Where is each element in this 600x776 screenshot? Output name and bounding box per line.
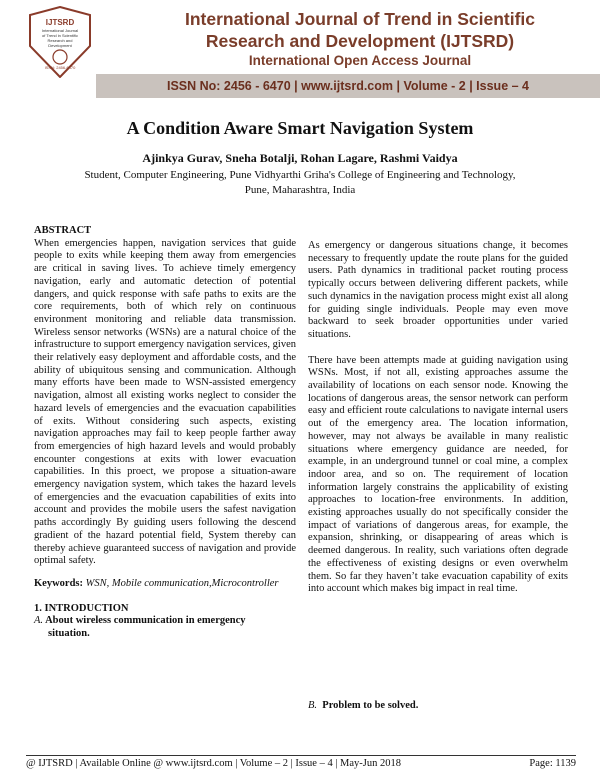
paper-title: A Condition Aware Smart Navigation System — [126, 118, 474, 138]
subsection-a-line1: About wireless communication in emergency — [45, 615, 246, 627]
subsection-b-heading — [308, 700, 418, 711]
subsection-a-heading — [34, 615, 296, 628]
logo-line: of Trend in Scientific — [41, 33, 79, 38]
affiliation-line2: Pune, Maharashtra, India — [244, 184, 356, 196]
journal-header — [0, 0, 600, 104]
journal-title-line2: Research and Development (IJTSRD) — [205, 31, 515, 51]
page-footer — [26, 758, 576, 769]
paper-affiliation — [40, 168, 560, 198]
right-para-1: As emergency or dangerous situations change, it becomes necessary to frequently update the route plans for the guided users. Path dynamics in traditional packet routing process typically occurs between delivering different packets, while such dynamics in the navigation process might exist all along for guiding single individuals. People may even move backward to seek broader opportunities under varied situations. — [308, 240, 568, 340]
footer-info: @ IJTSRD | Available Online @ www.ijtsrd.com | Volume – 2 | Issue – 4 | May-Jun 2018 — [26, 758, 402, 769]
logo-name: IJTSRD — [45, 18, 75, 27]
journal-logo — [28, 6, 92, 78]
keywords-text: WSN, Mobile communication,Microcontroller — [83, 577, 279, 589]
journal-title — [150, 8, 570, 52]
abstract-heading: ABSTRACT — [34, 225, 92, 236]
issn-bar: ISSN No: 2456 - 6470 | www.ijtsrd.com | Volume - 2 | Issue – 4 — [166, 79, 529, 93]
paper-authors: Ajinkya Gurav, Sneha Botalji, Rohan Lagare, Rashmi Vaidya — [142, 151, 458, 165]
logo-line: Research and — [47, 38, 73, 43]
logo-issn: ISSN: 2456-6470 — [44, 65, 76, 70]
logo-line: International Journal — [41, 28, 79, 33]
keywords-label: Keywords: — [34, 577, 83, 589]
logo-line: Development — [48, 43, 72, 48]
footer-rule — [26, 755, 576, 756]
subsection-b-letter: B. — [308, 700, 318, 711]
intro-heading: 1. INTRODUCTION — [34, 602, 129, 614]
subsection-b-title: Problem to be solved. — [322, 700, 419, 711]
left-column — [34, 225, 296, 641]
subsection-a-line2: situation. — [48, 628, 90, 640]
page-number: Page: 1139 — [529, 758, 576, 769]
abstract-text: When emergencies happen, navigation services that guide people to exits while keeping them away from emergencies are critical in saving lives. To achieve timely emergency navigation, early and automatic detection of potential dangers, and quick response with safe paths to exits are the core requirements, both of which rely on continuous environment monitoring and reliable data transmission. Wireless sensor networks (WSNs) are a natural choice of the infrastructure to support emergency navigation services, given their relatively easy deployment and affordable costs, and the ability of ubiquitous sensing and communication. Although many efforts have been made to WSN-assisted emergency navigation, almost all existing works neglect to consider the hazard levels of emergencies and the evacuation capabilities of exits. Without considering such aspects, existing navigation approaches may fail to keep people farther away from emergencies of high hazard levels and would probably encounter congestions at exits with lower evacuation capabilities. In this proect, we propose a situation-aware emergency navigation system, which takes the hazard levels of emergencies and the evacuation capabilities of exits into account and provides the mobile users the safest navigation paths accordingly By guiding users following the descend gradient of the hazard potential field, System thereby can thereby achieve guaranteed success of navigation and provide optimal safety. — [34, 237, 296, 567]
affiliation-line1: Student, Computer Engineering, Pune Vidhyarthi Griha's College of Engineering and Technology, — [84, 169, 516, 181]
journal-title-line1: International Journal of Trend in Scientific — [184, 9, 536, 29]
subsection-a-letter: A. — [34, 615, 44, 627]
open-access-label: International Open Access Journal — [248, 53, 472, 68]
right-para-2: There have been attempts made at guiding navigation using WSNs. Most, if not all, existing approaches assume the availability of locations on each sensor node. Knowing the locations of dangerous areas, the sensor network can perform easy and efficient route calculations to navigate internal users out of the emergency area. The location information, however, may not always be available in many realistic situations where emergency guidance are needed, for example, in an underground tunnel or coal mine, a complex indoor area, and so on. The requirement of location information largely constrains the applicability of existing approaches to location-free environments. In addition, existing approaches usually do not specifically consider the impact of variations of dangerous areas, for example, the expansion, shrinking, or disappearing of areas which is deemed dangerous. In reality, such variations often degrade the effectiveness of existing designs or even overwhelm them. So far they haven’t take evacuation capability of exits into account which makes big impact in real time. — [308, 354, 568, 595]
keywords — [34, 578, 296, 591]
right-column — [308, 240, 568, 596]
